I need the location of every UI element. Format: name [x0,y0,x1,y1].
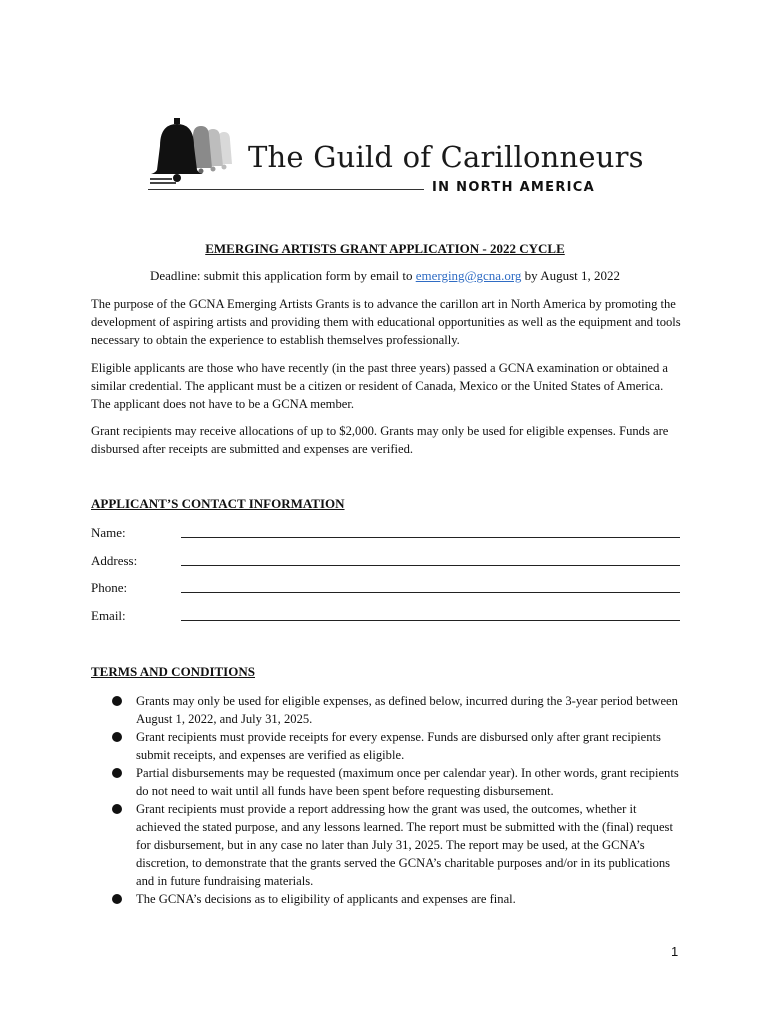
address-label: Address: [91,553,138,568]
page-number: 1 [671,944,679,959]
eligibility-paragraph: Eligible applicants are those who have recently (in the past three years) passed a GCNA examination or obtained a similar credential. The applicant must be a citizen or resident of Canada, Mexico or the United States of America. The applicant does not have to be a GCNA member. [91,361,669,411]
bells-icon [148,116,248,186]
list-item [110,728,680,764]
list-item [110,764,680,800]
term-text: Partial disbursements may be requested (maximum once per calendar year). In other words, grant recipients do not need to wait until all funds have been spent before requesting disbursement. [136,766,679,798]
deadline-suffix: by August 1, 2022 [521,268,621,283]
phone-label: Phone: [91,580,128,595]
purpose-paragraph: The purpose of the GCNA Emerging Artists Grants is to advance the carillon art in North America by promoting the development of aspiring artists and providing them with educational opportunities as well as the equipment and tools necessary to obtain the experience to establish themselves professionally. [91,297,681,347]
list-item [110,890,680,908]
bullet-icon [112,768,122,778]
email-field[interactable] [181,619,680,621]
term-text: The GCNA’s decisions as to eligibility of applicants and expenses are final. [136,892,516,906]
allocation-paragraph: Grant recipients may receive allocations of up to $2,000. Grants may only be used for eligible expenses. Funds are disbursed after receipts are submitted and expenses are verified. [91,424,669,456]
terms-heading: TERMS AND CONDITIONS [91,664,255,679]
contact-heading: APPLICANT’S CONTACT INFORMATION [91,496,345,511]
bullet-icon [112,894,122,904]
deadline-prefix: Deadline: submit this application form by email to [149,268,416,283]
email-label: Email: [91,608,126,623]
list-item [110,692,680,728]
email-link[interactable]: emerging@gcna.org [415,268,522,283]
term-text: Grant recipients must provide receipts for every expense. Funds are disbursed only after grant recipients submit receipts, and expenses are verified as eligible. [136,730,661,762]
terms-list [110,692,680,908]
document-title: EMERGING ARTISTS GRANT APPLICATION - 2022 CYCLE [205,241,565,256]
term-text: Grants may only be used for eligible expenses, as defined below, incurred during the 3-year period between August 1, 2022, and July 31, 2025. [136,694,678,726]
term-text: Grant recipients must provide a report addressing how the grant was used, the outcomes, whether it achieved the stated purpose, and any lessons learned. The report must be submitted with the (final) request for disbursement, but in any case no later than July 31, 2025. The report may be used, at the GCNA’s discretion, to demonstrate that the grants served the GCNA’s charitable purposes and/or in its publications and in future fundraising materials. [136,802,673,888]
bullet-icon [112,732,122,742]
logo-title: The Guild of Carillonneurs [248,140,644,174]
deadline-line [0,268,770,284]
address-field[interactable] [181,564,680,566]
bullet-icon [112,696,122,706]
list-item [110,800,680,890]
name-field[interactable] [181,536,680,538]
phone-field[interactable] [181,591,680,593]
logo-rule [148,189,424,190]
logo-subtitle: IN NORTH AMERICA [432,180,595,195]
bullet-icon [112,804,122,814]
name-label: Name: [91,525,126,540]
